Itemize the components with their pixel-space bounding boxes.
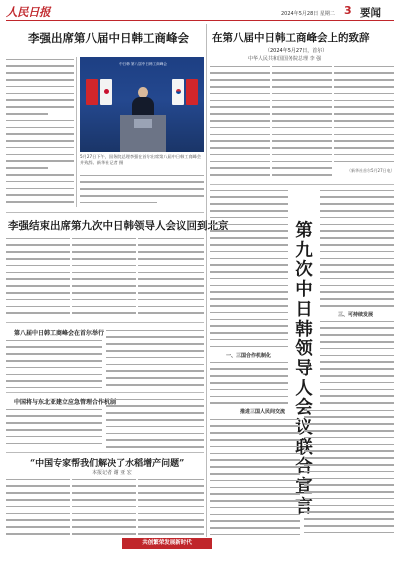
declaration-title-char: 宣 [295,477,313,498]
declaration-title-char: 领 [295,339,313,360]
expert-headline: “中国专家帮我们解决了水稻增产问题” [30,459,185,469]
section-divider [6,452,204,453]
brief-body [6,338,102,388]
declaration-subhead: 三、可持续发展 [338,312,374,318]
declaration-title-char: 会 [295,398,313,419]
declaration-title-char: 联 [295,437,313,458]
declaration-title-char: 中 [295,280,313,301]
japan-flag-icon [100,79,112,105]
photo-backdrop-text: 中日韩 第八届中日韩工商峰会 [119,62,167,66]
summit-photo [80,57,204,152]
declaration-title-char: 导 [295,358,313,379]
summit-body-continued [80,173,204,207]
china-flag-icon [186,79,198,105]
leaders-meeting-body [138,236,204,318]
expert-body [6,477,70,535]
photo-caption: 5月27日下午，国务院总理李强在首尔出席第八届中日韩工商峰会并致辞。新华社记者 摄 [80,154,202,165]
declaration-subhead: 一、三国合作机制化 [226,353,272,359]
podium [120,115,166,152]
declaration-body [320,188,394,308]
speech-headline: 在第八届中日韩工商峰会上的致辞 [212,32,370,44]
masthead [6,4,394,21]
korea-flag-icon [172,79,184,105]
declaration-title-char: 人 [295,378,313,399]
column-divider [76,57,77,207]
leaders-meeting-headline: 李强结束出席第九次中日韩领导人会议回到北京 [8,220,229,232]
series-banner: 共创繁荣发展新时代 [122,538,212,549]
declaration-subhead: 推进三国人民间交流 [240,409,286,415]
speech-body [210,64,270,179]
brief-body [6,407,102,449]
brief-body [106,397,204,449]
brief-headline: 第八届中日韩工商峰会在首尔举行 [14,330,105,337]
leaders-meeting-body [6,236,70,318]
declaration-title-char: 言 [295,496,313,517]
section-divider [6,392,204,393]
issue-date: 2024年5月28日 星期二 [281,11,335,17]
expert-byline: 本报记者 谢 亚 宏 [92,470,132,476]
section-name: 要闻 [360,7,381,19]
declaration-body [320,319,394,405]
china-flag-icon [86,79,98,105]
expert-body [72,477,136,535]
speech-date: （2024年5月27日，首尔） [265,48,328,54]
declaration-body [304,408,394,535]
declaration-title-char: 日 [295,299,313,320]
declaration-body [210,417,300,535]
column-divider [206,24,207,537]
speech-source: （新华社首尔5月27日电） [347,168,395,173]
declaration-body [210,360,288,405]
declaration-title-char: 议 [295,418,313,439]
declaration-body [210,188,288,348]
leaders-meeting-body [72,236,136,318]
summit-body [6,57,74,207]
section-divider [210,184,394,185]
declaration-title-char: 韩 [295,319,313,340]
section-divider [6,212,204,213]
declaration-title-char: 九 [295,240,313,261]
page-number: 3 [344,4,352,17]
speech-speaker: 中华人民共和国国务院总理 李 强 [248,56,322,62]
section-divider [6,322,204,323]
summit-headline: 李强出席第八届中日韩工商峰会 [28,31,189,45]
declaration-title-char: 次 [295,260,313,281]
brief-headline: 中国将与东北亚建立应急管理合作机制 [14,399,117,406]
speech-body [272,64,332,179]
expert-body [138,477,204,535]
newspaper-logo: 人民日报 [6,5,50,19]
declaration-title-char: 合 [295,457,313,478]
declaration-title-char: 第 [295,221,313,241]
speech-body [334,64,394,164]
brief-body [106,328,204,388]
